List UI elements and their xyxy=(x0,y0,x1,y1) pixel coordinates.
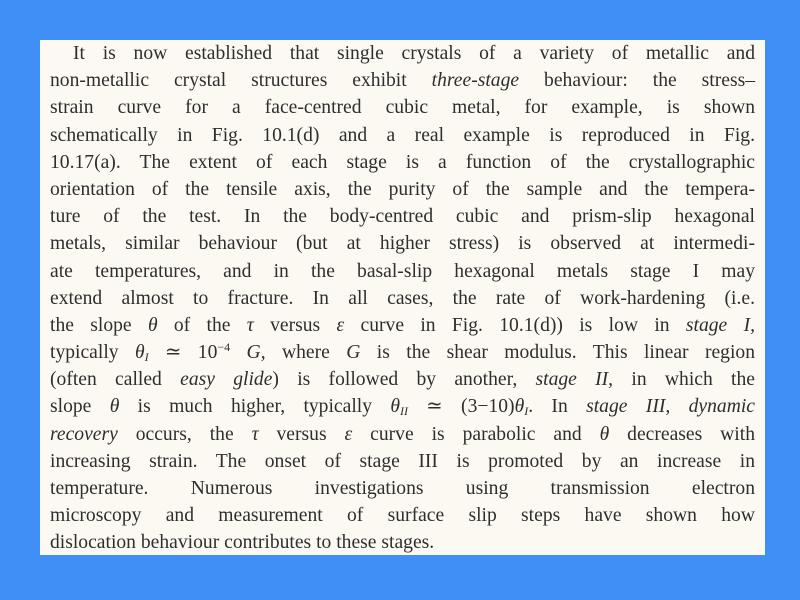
text-run: curve is parabolic and xyxy=(352,423,600,445)
superscript: −4 xyxy=(217,340,231,355)
paragraph xyxy=(50,40,755,557)
text-run: θ xyxy=(109,396,120,418)
text-line xyxy=(50,203,755,230)
text-run: the slope xyxy=(50,314,148,336)
text-run: orientation of the tensile axis, the purity of the sample and the tempera- xyxy=(50,178,755,200)
text-run: ture of the test. In the body-centred cubic and prism-slip hexagonal xyxy=(50,206,755,228)
text-run: in which the xyxy=(613,369,755,391)
text-line xyxy=(50,529,755,556)
text-run: θ xyxy=(147,314,158,336)
text-run: strain curve for a face-centred cubic metal, for example, is shown xyxy=(50,97,755,119)
text-line xyxy=(50,149,755,176)
text-run: occurs, the xyxy=(117,423,252,445)
text-line xyxy=(50,285,755,312)
text-run: versus xyxy=(253,314,337,336)
text-run: τ xyxy=(251,423,259,445)
text-run: θ xyxy=(514,396,525,418)
text-run: behaviour: the stress– xyxy=(519,70,755,92)
text-run: recovery xyxy=(50,423,118,445)
text-line xyxy=(50,176,755,203)
text-line xyxy=(50,312,755,339)
text-line xyxy=(50,230,755,257)
text-run: metals, similar behaviour (but at higher stress) is observed at intermedi- xyxy=(50,233,755,255)
text-line xyxy=(50,421,755,448)
text-run: is the shear modulus. This linear region xyxy=(360,342,756,364)
text-run: τ xyxy=(246,314,254,336)
text-line xyxy=(50,393,755,420)
text-line xyxy=(50,40,755,67)
text-run: extend almost to fracture. In all cases, the rate of work-hardening (i.e. xyxy=(50,287,755,309)
text-run: non-metallic crystal structures exhibit xyxy=(50,70,432,92)
scanned-page xyxy=(40,40,765,555)
text-run: temperature. Numerous investigations using transmission electron xyxy=(50,478,755,499)
text-line xyxy=(50,502,755,529)
text-run: (often called xyxy=(50,369,181,391)
text-line xyxy=(50,339,755,366)
text-line xyxy=(50,94,755,121)
text-run: G xyxy=(346,342,361,364)
text-line xyxy=(50,258,755,285)
text-run: G xyxy=(246,342,261,364)
text-run: curve in Fig. 10.1(d)) is low in xyxy=(344,314,686,336)
text-run: decreases with xyxy=(609,423,755,445)
text-run: ≃ (3−10) xyxy=(407,396,515,418)
text-run: θ xyxy=(599,423,610,445)
text-run: easy glide xyxy=(180,369,273,391)
text-run: is much higher, typically xyxy=(119,396,391,418)
text-run: ε xyxy=(336,314,345,336)
text-run: increasing strain. The onset of stage III is promoted by an increase in xyxy=(50,450,755,472)
text-run: stage II, xyxy=(535,369,614,391)
text-run: of the xyxy=(157,314,247,336)
subscript: I xyxy=(144,350,149,365)
text-run: 10.17(a). The extent of each stage is a function of the crystallographic xyxy=(50,151,755,173)
text-run: slope xyxy=(50,396,110,418)
text-run: It is now established that single crystals of a variety of metallic and xyxy=(73,43,755,64)
text-run: θ xyxy=(134,342,145,364)
text-run: microscopy and measurement of surface slip steps have shown how xyxy=(50,505,755,527)
text-run xyxy=(230,342,246,363)
text-run: . In xyxy=(528,396,587,418)
text-run: stage I, xyxy=(685,314,755,336)
text-run: , where xyxy=(260,342,347,364)
text-run: schematically in Fig. 10.1(d) and a real example is reproduced in Fig. xyxy=(50,124,755,146)
text-run: ) is followed by another, xyxy=(272,369,536,391)
subscript: I xyxy=(524,404,529,419)
text-line xyxy=(50,67,755,94)
text-line xyxy=(50,122,755,149)
text-line xyxy=(50,448,755,475)
text-run: ate temperatures, and in the basal-slip hexagonal metals stage I may xyxy=(50,260,755,282)
text-run: ≃ 10 xyxy=(148,342,218,364)
text-run: versus xyxy=(258,423,345,445)
text-run: typically xyxy=(50,342,135,364)
text-run: dislocation behaviour contributes to these stages. xyxy=(50,532,435,554)
text-run: θ xyxy=(390,396,400,418)
text-run: stage III, dynamic xyxy=(586,396,755,418)
text-run: ε xyxy=(344,423,353,445)
text-run: three-stage xyxy=(431,70,520,92)
subscript: II xyxy=(399,404,408,419)
text-line xyxy=(50,366,755,393)
text-line xyxy=(50,475,755,502)
